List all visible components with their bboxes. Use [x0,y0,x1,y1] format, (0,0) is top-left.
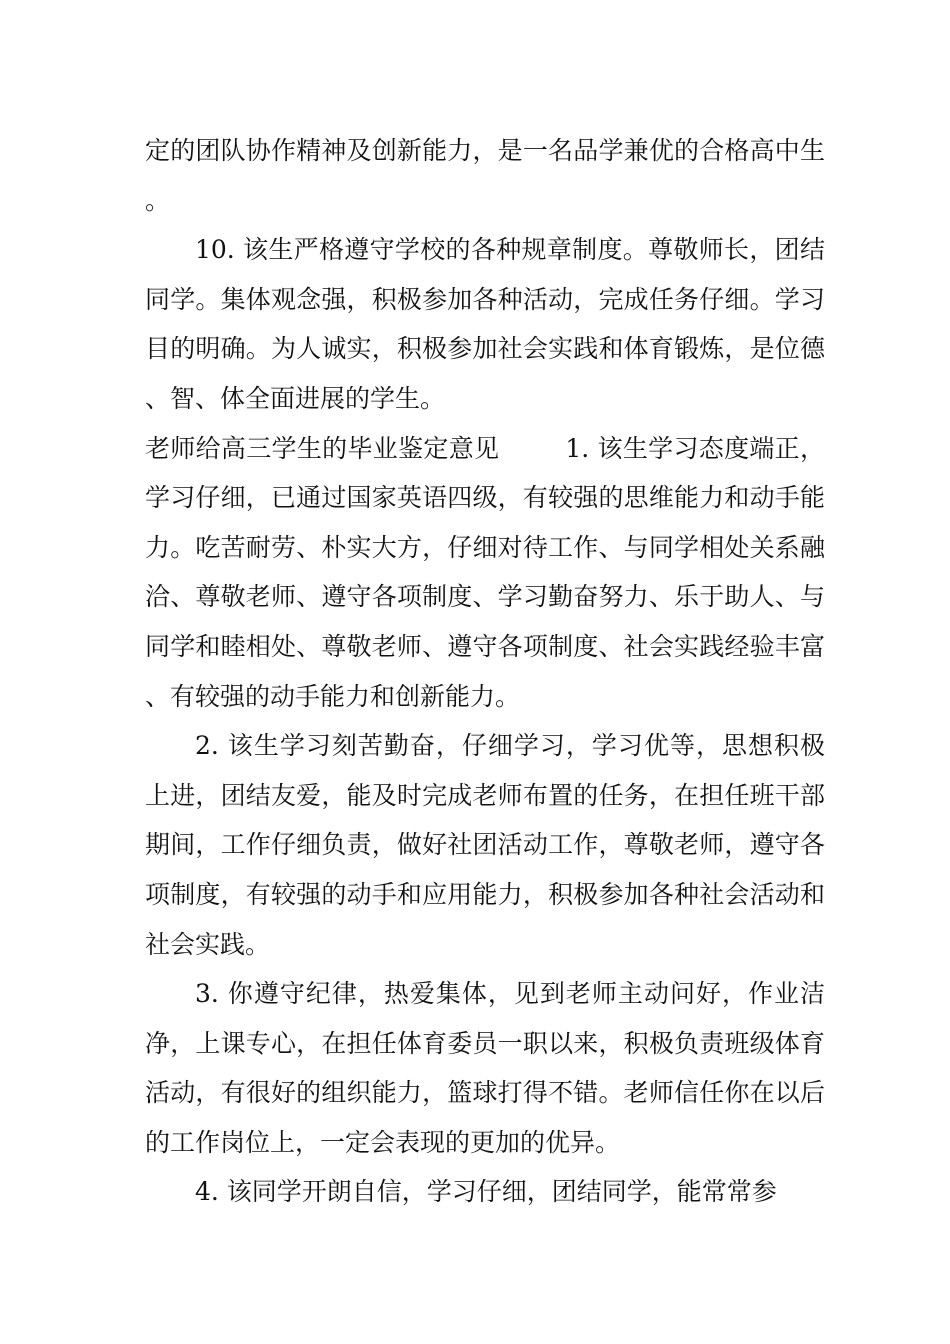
paragraph-item-1-text: 1. 该生学习态度端正，学习仔细，已通过国家英语四级，有较强的思维能力和动手能力。吃苦耐劳、朴实大方，仔细对待工作、与同学相处关系融洽、尊敬老师、遵守各项制度、学习勤奋努力、乐于助人、与同学和睦相处、尊敬老师、遵守各项制度、社会实践经验丰富、有较强的动手能力和创新能力。 [145,433,825,711]
document-body [145,126,825,1217]
section-heading: 老师给高三学生的毕业鉴定意见 [145,433,500,463]
paragraph-item-2: 2. 该生学习刻苦勤奋，仔细学习，学习优等，思想积极上进，团结友爱，能及时完成老师布置的任务，在担任班干部期间，工作仔细负责，做好社团活动工作，尊敬老师，遵守各项制度，有较强的动手和应用能力，积极参加各种社会活动和社会实践。 [145,731,825,959]
paragraph-item-4: 4. 该同学开朗自信，学习仔细，团结同学，能常常参 [195,1177,777,1207]
paragraph-item-1 [145,424,825,722]
heading-gap [499,434,565,463]
paragraph-item-10: 10. 该生严格遵守学校的各种规章制度。尊敬师长，团结同学。集体观念强，积极参加各种活动，完成任务仔细。学习目的明确。为人诚实，积极参加社会实践和体育锻炼，是位德、智、体全面进展的学生。 [145,235,825,413]
paragraph-continued: 定的团队协作精神及创新能力，是一名品学兼优的合格高中生。 [145,136,825,215]
paragraph-item-3: 3. 你遵守纪律，热爱集体，见到老师主动问好，作业洁净，上课专心，在担任体育委员一职以来，积极负责班级体育活动，有很好的组织能力，篮球打得不错。老师信任你在以后的工作岗位上，一定会表现的更加的优异。 [145,979,825,1157]
